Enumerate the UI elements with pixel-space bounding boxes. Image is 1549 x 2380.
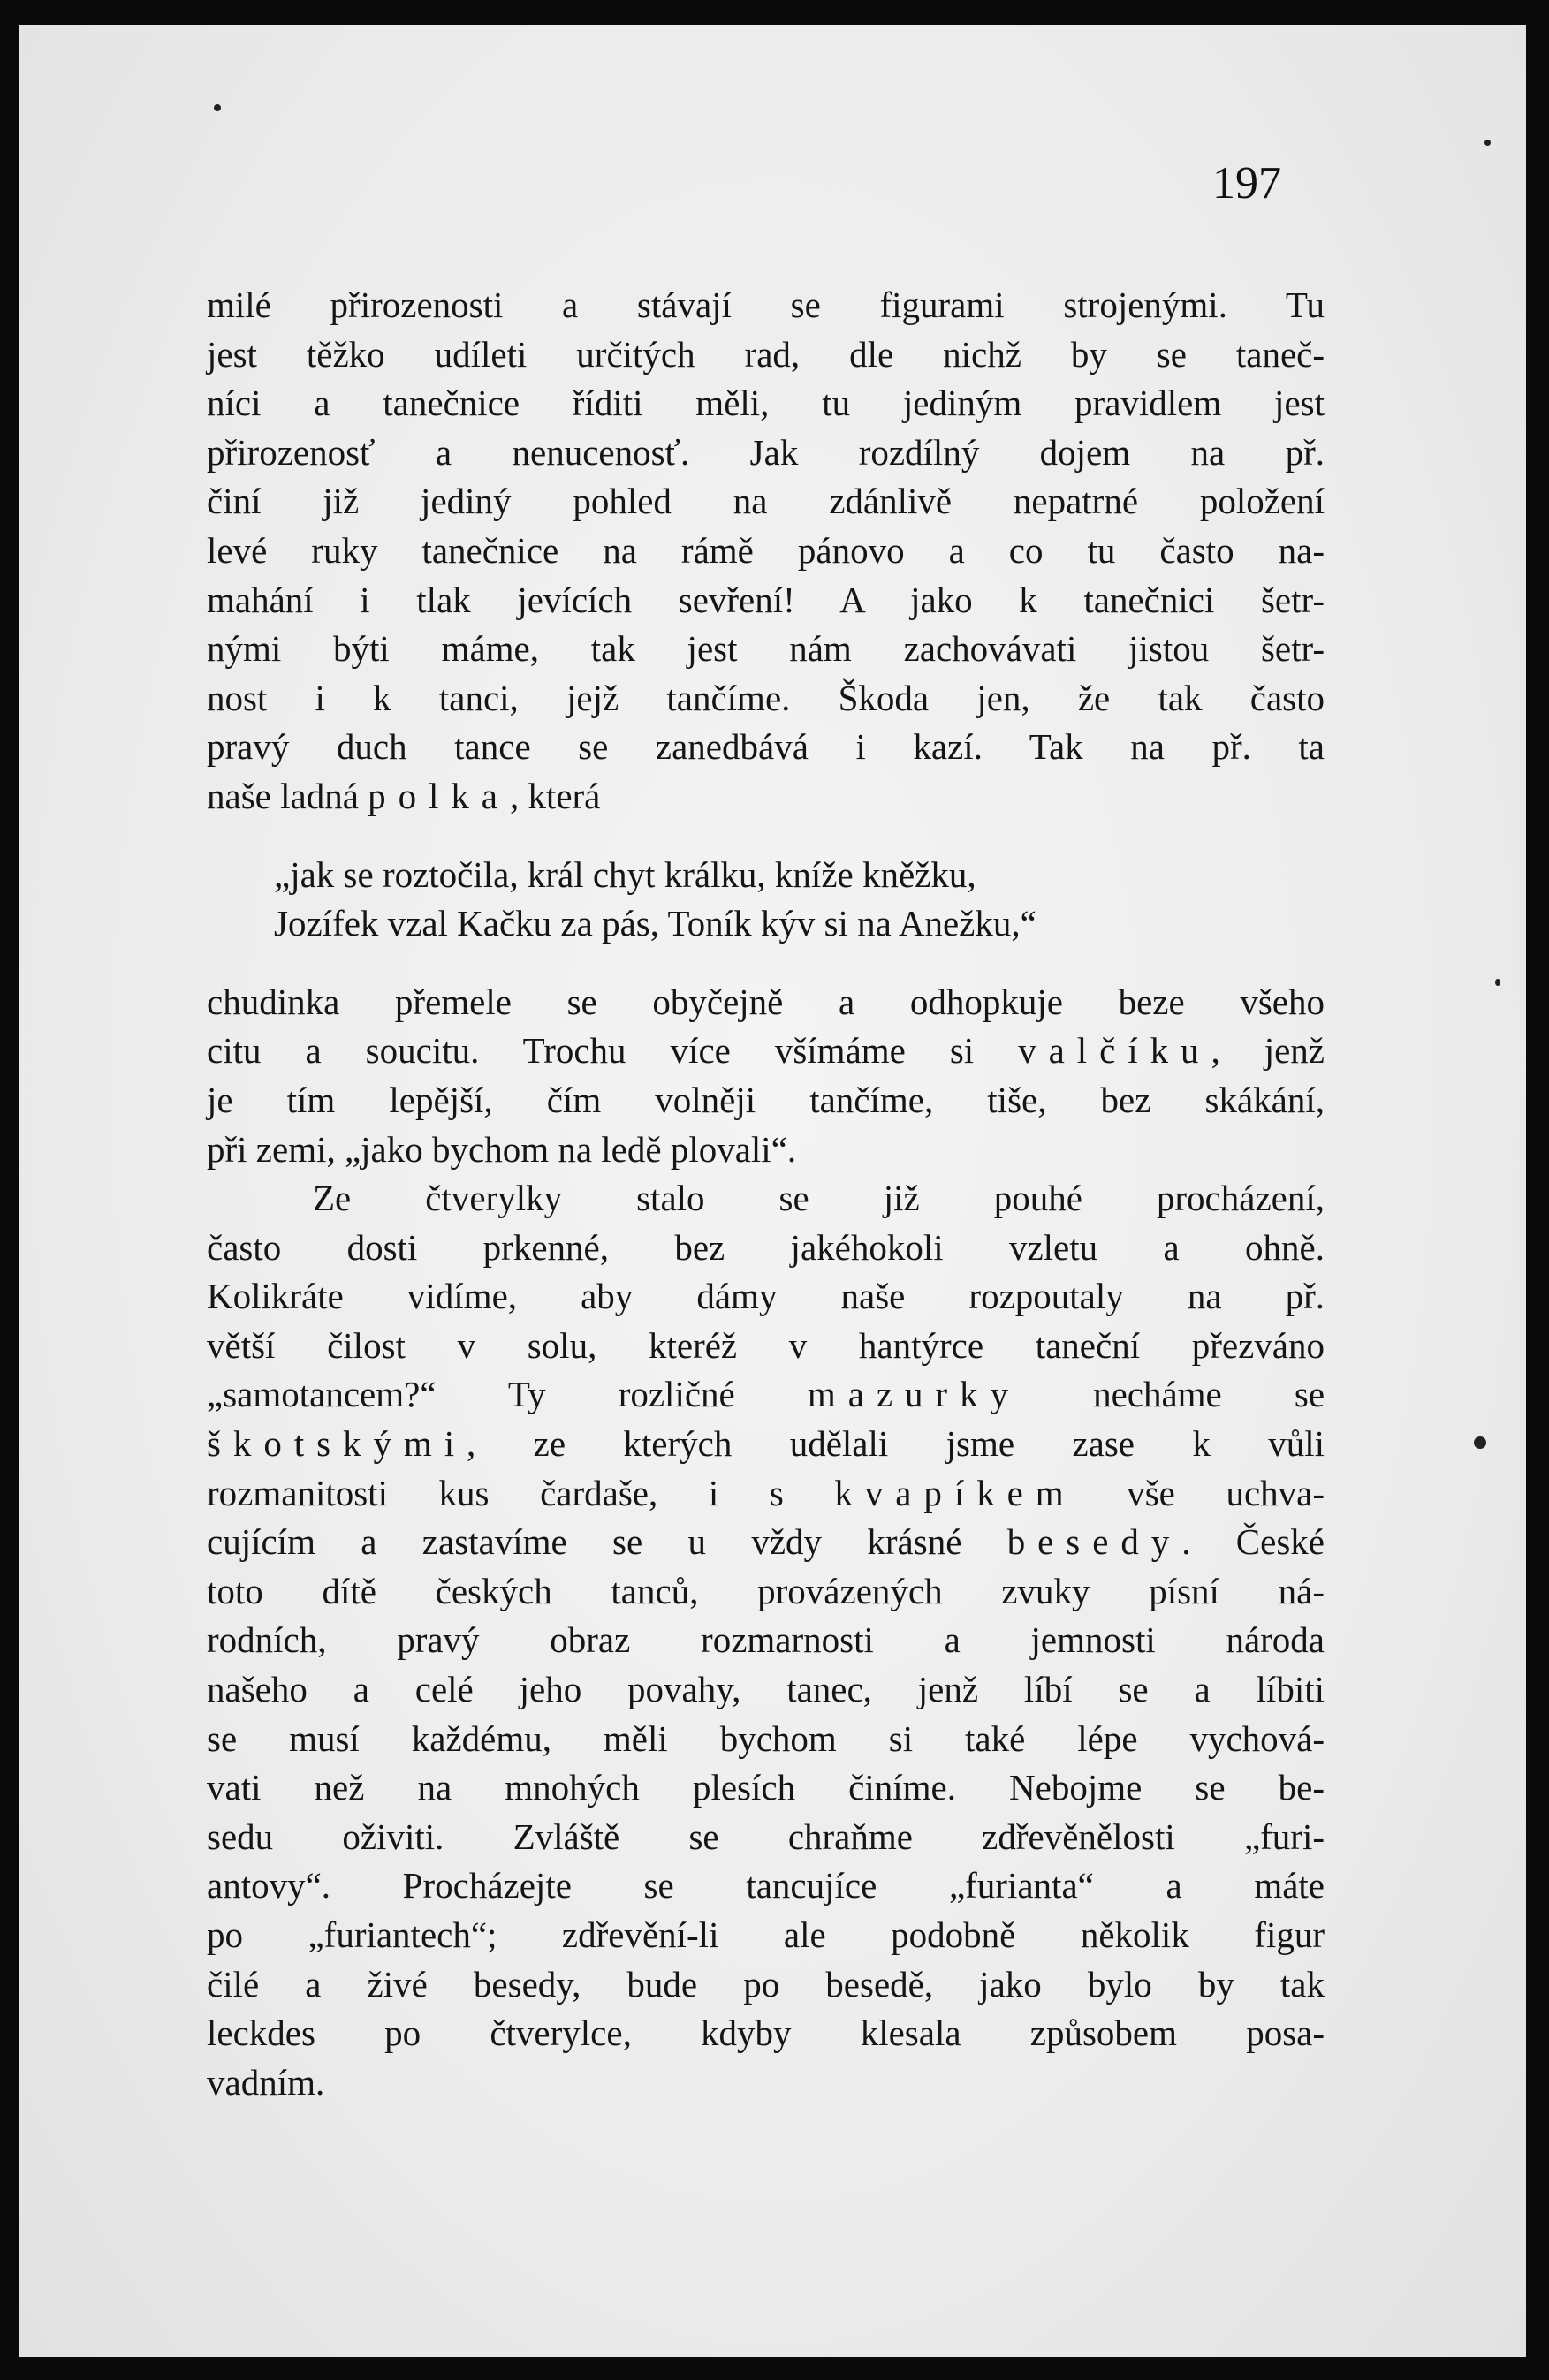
paragraph-2 — [207, 978, 1325, 1174]
text-fragment: cujícím a zastavíme se u vždy krásné — [207, 1521, 962, 1563]
text-line: našeho a celé jeho povahy, tanec, jenž líbí se a líbiti — [207, 1669, 1325, 1710]
text-fragment: . České — [1181, 1521, 1325, 1563]
body-text — [207, 281, 1325, 2107]
text-fragment: Ze čtverylky stalo se již pouhé procházení, — [313, 1178, 1325, 1219]
text-line: je tím lepější, čím volněji tančíme, tiše, bez skákání, — [207, 1079, 1325, 1120]
text-fragment: citu a soucitu. Trochu více všímáme si — [207, 1030, 975, 1072]
text-fragment: , ze kterých udělali jsme zase k vůli — [467, 1423, 1325, 1465]
text-line: často dosti prkenné, bez jakéhokoli vzletu a ohně. — [207, 1226, 1325, 1268]
verse-line: „jak se roztočila, král chyt králku, kníže kněžku, — [274, 853, 976, 895]
text-fragment: naše ladná — [207, 775, 359, 816]
emphasized-word: škotskými — [207, 1423, 467, 1465]
text-line: vadním. — [207, 2061, 325, 2103]
paragraph-3 — [207, 1174, 1325, 2107]
text-line: levé ruky tanečnice na rámě pánovo a co tu často na- — [207, 529, 1325, 571]
text-line: čilé a živé besedy, bude po besedě, jako bylo by tak — [207, 1963, 1325, 2005]
text-line: při zemi, „jako bychom na ledě plovali“. — [207, 1128, 797, 1170]
text-line: sedu oživiti. Zvláště se chraňme zdřevěnělosti „furi- — [207, 1815, 1325, 1857]
text-line: pravý duch tance se zanedbává i kazí. Tak na př. ta — [207, 726, 1325, 768]
book-page — [19, 25, 1526, 2357]
text-line — [207, 1469, 1325, 1519]
emphasized-word: polka — [368, 775, 510, 816]
emphasized-word: valčíku — [1018, 1030, 1211, 1072]
text-line: leckdes po čtverylce, kdyby klesala způsobem posa- — [207, 2012, 1325, 2054]
text-line — [207, 1420, 1325, 1469]
text-fragment: rozmanitosti kus čardaše, i s — [207, 1472, 784, 1513]
verse-line: Jozífek vzal Kačku za pás, Toník kýv si na Anežku,“ — [274, 903, 1036, 944]
text-line: mahání i tlak jevících sevření! A jako k tanečnici šetr- — [207, 579, 1325, 620]
text-line: nými býti máme, tak jest nám zachovávati jistou šetr- — [207, 628, 1325, 670]
emphasized-word: mazurky — [807, 1374, 1021, 1415]
text-line: chudinka přemele se obyčejně a odhopkuje beze všeho — [207, 981, 1325, 1022]
text-line: činí již jediný pohled na zdánlivě nepatrné položení — [207, 481, 1325, 522]
text-line: nost i k tanci, jejž tančíme. Škoda jen, že tak často — [207, 677, 1325, 718]
text-line: Kolikráte vidíme, aby dámy naše rozpoutaly na př. — [207, 1276, 1325, 1317]
ink-speck — [1474, 1436, 1486, 1449]
verse-quote — [274, 851, 1325, 949]
emphasized-word: kvapíkem — [834, 1472, 1076, 1513]
ink-speck — [1495, 979, 1500, 986]
text-line — [207, 1518, 1325, 1567]
text-line — [207, 1027, 1325, 1076]
text-line: rodních, pravý obraz rozmarnosti a jemnosti národa — [207, 1619, 1325, 1661]
text-line: větší čilost v solu, kteréž v hantýrce taneční přezváno — [207, 1324, 1325, 1366]
text-line: milé přirozenosti a stávají se figurami strojenými. Tu — [207, 284, 1325, 325]
text-line — [207, 772, 1325, 822]
text-line — [207, 1370, 1325, 1420]
text-fragment: , která — [509, 775, 601, 816]
text-line: se musí každému, měli bychom si také lépe vychová- — [207, 1717, 1325, 1759]
text-line: níci a tanečnice říditi měli, tu jediným pravidlem jest — [207, 383, 1325, 424]
text-line: toto dítě českých tanců, provázených zvuky písní ná- — [207, 1570, 1325, 1611]
text-line: vati než na mnohých plesích činíme. Nebojme se be- — [207, 1767, 1325, 1808]
ink-speck — [214, 104, 221, 111]
text-line: přirozenosť a nenucenosť. Jak rozdílný dojem na př. — [207, 431, 1325, 473]
ink-speck — [1484, 140, 1491, 146]
text-fragment: , jenž — [1211, 1030, 1325, 1072]
page-number: 197 — [1212, 158, 1281, 208]
text-fragment: vše uchva- — [1127, 1472, 1325, 1513]
text-line: antovy“. Procházejte se tancujíce „furianta“ a máte — [207, 1865, 1325, 1906]
paragraph-1 — [207, 281, 1325, 822]
text-line — [207, 1174, 1325, 1224]
text-fragment: „samotancem?“ Ty rozličné — [207, 1374, 735, 1415]
text-fragment: necháme se — [1093, 1374, 1325, 1415]
emphasized-word: besedy — [1006, 1521, 1182, 1563]
text-line: po „furiantech“; zdřevění-li ale podobně několik figur — [207, 1914, 1325, 1955]
text-line: jest těžko udíleti určitých rad, dle nichž by se taneč- — [207, 333, 1325, 375]
